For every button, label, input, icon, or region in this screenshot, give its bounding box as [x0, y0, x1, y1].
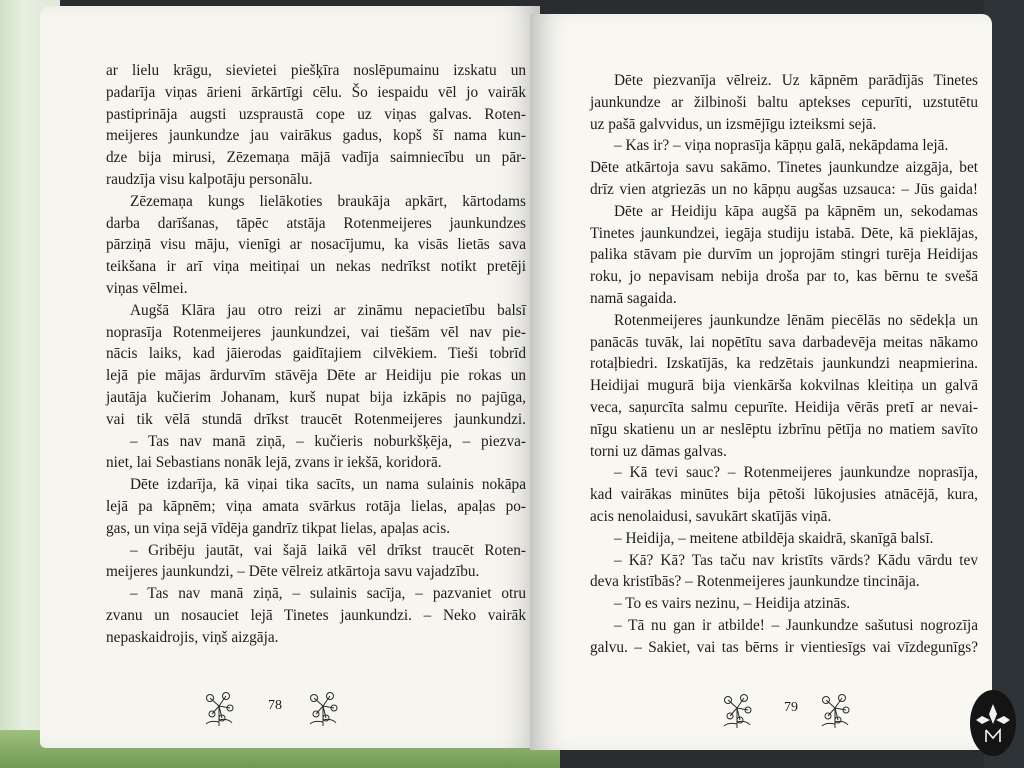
text-line-content: noprasīja Rotenmeijeres jaunkundzei, vai tiešām vēl nav pie- — [106, 323, 526, 341]
text-line — [106, 60, 526, 82]
text-line — [106, 627, 526, 649]
text-line-content: acis nenolaidusi, savukārt skatījās viņā. — [590, 507, 832, 525]
right-page-footer — [530, 686, 992, 732]
text-line — [590, 375, 978, 397]
left-page-footer — [40, 684, 540, 730]
text-line-content: galvu. – Sakiet, vai tas bērns ir vientiesīgs vai vīzdegunīgs? — [590, 638, 978, 656]
text-line-content: drīz vien atgriezās un no kāpņu augšas uzsauca: – Jūs gaida! — [590, 180, 978, 198]
text-line-content: niet, lai Sebastians nonāk lejā, zvans ir iekšā, koridorā. — [106, 454, 442, 472]
text-line — [590, 114, 978, 136]
right-page-text — [590, 70, 978, 659]
text-line — [106, 322, 526, 344]
diamond-star-logo-icon — [970, 690, 1016, 756]
text-line — [590, 615, 978, 637]
text-line — [590, 244, 978, 266]
text-line-content: pārziņā visu māju, vienīgi ar nosacījumu, ka visās lietās sava — [106, 236, 526, 254]
text-line — [590, 201, 978, 223]
text-line — [590, 288, 978, 310]
text-line — [106, 213, 526, 235]
text-line — [106, 147, 526, 169]
text-line-content: lejā pa kāpnēm; viņa amata svārkus rotāja lielas, apaļas po- — [106, 497, 526, 515]
text-line-content: Tinetes jaunkundzei, iegāja studiju istabā. Dēte, kā pieklājas, — [590, 224, 978, 242]
text-line — [590, 637, 978, 659]
text-line-content: zvanu un nosauciet lejā Tinetes jaunkundzi. – Neko vairāk — [106, 606, 526, 624]
text-line — [590, 484, 978, 506]
text-line — [106, 278, 526, 300]
text-line-content: viņas vēlmei. — [106, 279, 188, 297]
text-line — [106, 540, 526, 562]
text-line — [106, 234, 526, 256]
text-line-content: torni uz dāmas galvas. — [590, 442, 727, 460]
text-line-content: veca, saņurcīta salmu cepurīte. Heidija vērās pretī ar nevai- — [590, 398, 978, 416]
text-line — [106, 387, 526, 409]
edelweiss-flower-icon — [814, 686, 856, 730]
left-page-text — [106, 60, 526, 649]
text-line-content: raudzīja visu kalpotāju personālu. — [106, 170, 313, 188]
text-line — [106, 343, 526, 365]
text-line-content: – Kas ir? – viņa noprasīja kāpņu galā, nekāpdama lejā. — [614, 137, 949, 155]
text-line-content: nepaskaidrojis, viņš aizgāja. — [106, 628, 279, 646]
text-line — [590, 550, 978, 572]
text-line-content: vai tik vēlā stundā drīkst traucēt Rotenmeijeres jaunkundzi. — [106, 410, 526, 428]
text-line-content: ar lielu krāgu, sievietei piešķīra noslēpumainu izskatu un — [106, 62, 526, 79]
text-line-content: – Heidija, – meitene atbildēja skaidrā, skanīgā balsī. — [614, 529, 934, 547]
page-number: 78 — [268, 698, 282, 713]
text-line — [106, 125, 526, 147]
text-line — [106, 256, 526, 278]
text-line-content: Dēte atkārtoja savu sakāmo. Tinetes jaunkundze aizgāja, bet — [590, 159, 978, 177]
text-line — [590, 266, 978, 288]
text-line-content: jaunkundze ar žilbinoši baltu aptekses cepurīti, uzstutētu — [590, 93, 978, 111]
text-line — [106, 474, 526, 496]
text-line-content: panācās tuvāk, lai nopētītu sava darbadevēja meitas nākamo — [590, 333, 978, 351]
text-line-content: – Gribēju jautāt, vai šajā laikā vēl drīkst traucēt Roten- — [130, 541, 526, 559]
right-page — [530, 14, 992, 750]
text-line — [106, 605, 526, 627]
text-line — [106, 452, 526, 474]
text-line — [106, 561, 526, 583]
text-line-content: darba darīšanas, tāpēc atstāja Rotenmeijeres jaunkundzes — [106, 214, 526, 232]
text-line-content: namā sagaida. — [590, 289, 677, 307]
text-line-content: Zēzemaņa kungs lielākoties braukāja apkārt, kārtodams — [130, 192, 526, 210]
text-line-content: – Tā nu gan ir atbilde! – Jaunkundze sašutusi nogrozīja — [614, 616, 978, 634]
text-line — [590, 157, 978, 179]
text-line-content: meijeres jaunkundze jau vairākus gadus, kopš šī nama kun- — [106, 127, 526, 145]
text-line — [106, 300, 526, 322]
text-line-content: deva kristībās? – Rotenmeijeres jaunkundze tincināja. — [590, 573, 920, 591]
edelweiss-flower-icon — [198, 684, 240, 728]
text-line — [590, 135, 978, 157]
text-line-content: – Kā? Kā? Tas taču nav kristīts vārds? Kādu vārdu tev — [614, 551, 978, 569]
text-line — [590, 397, 978, 419]
text-line — [106, 169, 526, 191]
text-line-content: Heidijai mugurā bija vienkārša kokvilnas kleitiņa un galvā — [590, 377, 978, 395]
text-line-content: Rotenmeijeres jaunkundze lēnām piecēlās no sēdekļa un — [614, 311, 978, 329]
text-line-content: Augšā Klāra jau otro reizi ar zināmu nepacietību balsī — [130, 301, 526, 319]
text-line-content: padarīja viņas ārieni ārkārtīgi cēlu. Šo iespaidu vēl jo vairāk — [106, 83, 526, 101]
text-line-content: nācis laiks, kad jāierodas gaidītajiem cilvēkiem. Tieši tobrīd — [106, 345, 526, 363]
text-line — [106, 365, 526, 387]
text-line-content: – Kā tevi sauc? – Rotenmeijeres jaunkundze noprasīja, — [614, 464, 978, 482]
text-line-content: gas, un viņa sejā vīdēja gandrīz tikpat lielas, apaļas acis. — [106, 519, 451, 537]
text-line — [106, 104, 526, 126]
text-line — [590, 528, 978, 550]
text-line — [590, 419, 978, 441]
text-line — [590, 462, 978, 484]
text-line — [106, 191, 526, 213]
text-line-content: Dēte ar Heidiju kāpa augšā pa kāpnēm un, sekodamas — [614, 202, 978, 220]
text-line — [590, 310, 978, 332]
text-line — [590, 92, 978, 114]
text-line — [590, 441, 978, 463]
text-line — [590, 223, 978, 245]
text-line — [590, 179, 978, 201]
text-line-content: nīgu skatienu un ar neslēptu izbrīnu pētīja no matiem savīto — [590, 420, 978, 438]
text-line-content: dze bija mirusi, Zēzemaņa mājā vadīja saimniecību un pār- — [106, 149, 526, 167]
text-line — [590, 332, 978, 354]
text-line — [590, 70, 978, 92]
text-line-content: Dēte piezvanīja vēlreiz. Uz kāpnēm parādījās Tinetes — [614, 72, 978, 89]
text-line — [590, 506, 978, 528]
text-line — [590, 353, 978, 375]
text-line-content: Dēte izdarīja, kā viņai tika sacīts, un nama sulainis nokāpa — [130, 476, 526, 494]
text-line-content: – To es vairs nezinu, – Heidija atzinās. — [614, 595, 851, 613]
text-line — [106, 496, 526, 518]
edelweiss-flower-icon — [716, 686, 758, 730]
text-line — [106, 583, 526, 605]
text-line — [106, 409, 526, 431]
page-number: 79 — [784, 700, 798, 715]
text-line — [590, 593, 978, 615]
text-line — [106, 518, 526, 540]
text-line-content: jautāja kučierim Johanam, kurš nupat bija izkāpis no pajūga, — [106, 388, 526, 406]
text-line-content: uz pašā galvvidus, un izsmējīgu izteiksmi sejā. — [590, 115, 877, 133]
text-line-content: kad vairākas minūtes bija pētoši lūkojusies atnācējā, kura, — [590, 486, 978, 504]
text-line-content: meijeres jaunkundzi, – Dēte vēlreiz atkārtoja savu vajadzību. — [106, 563, 480, 581]
left-page — [40, 6, 540, 748]
text-line-content: – Tas nav manā ziņā, – kučieris noburkšķēja, – piezva- — [130, 432, 526, 450]
text-line-content: rotaļbiedri. Izskatījās, ka redzētais jaunkundzi neapmierina. — [590, 355, 978, 373]
edelweiss-flower-icon — [302, 684, 344, 728]
text-line-content: teikšana ir arī viņa meitiņai un nekas nedrīkst notikt pretēji — [106, 258, 526, 276]
text-line-content: lejā pie mājas ārdurvīm stāvēja Dēte ar Heidiju pie rokas un — [106, 367, 526, 385]
text-line-content: palika stāvam pie durvīm un joprojām stingri turēja Heidijas — [590, 246, 978, 264]
text-line-content: – Tas nav manā ziņā, – sulainis sacīja, – pazvaniet otru — [130, 585, 526, 603]
text-line — [106, 82, 526, 104]
text-line — [106, 431, 526, 453]
text-line-content: pastiprināja augsti uzspraustā cope uz viņas galvas. Roten- — [106, 105, 526, 123]
text-line — [590, 571, 978, 593]
text-line-content: roku, jo nepavisam nebija droša par to, kas bērnu te svešā — [590, 268, 978, 286]
